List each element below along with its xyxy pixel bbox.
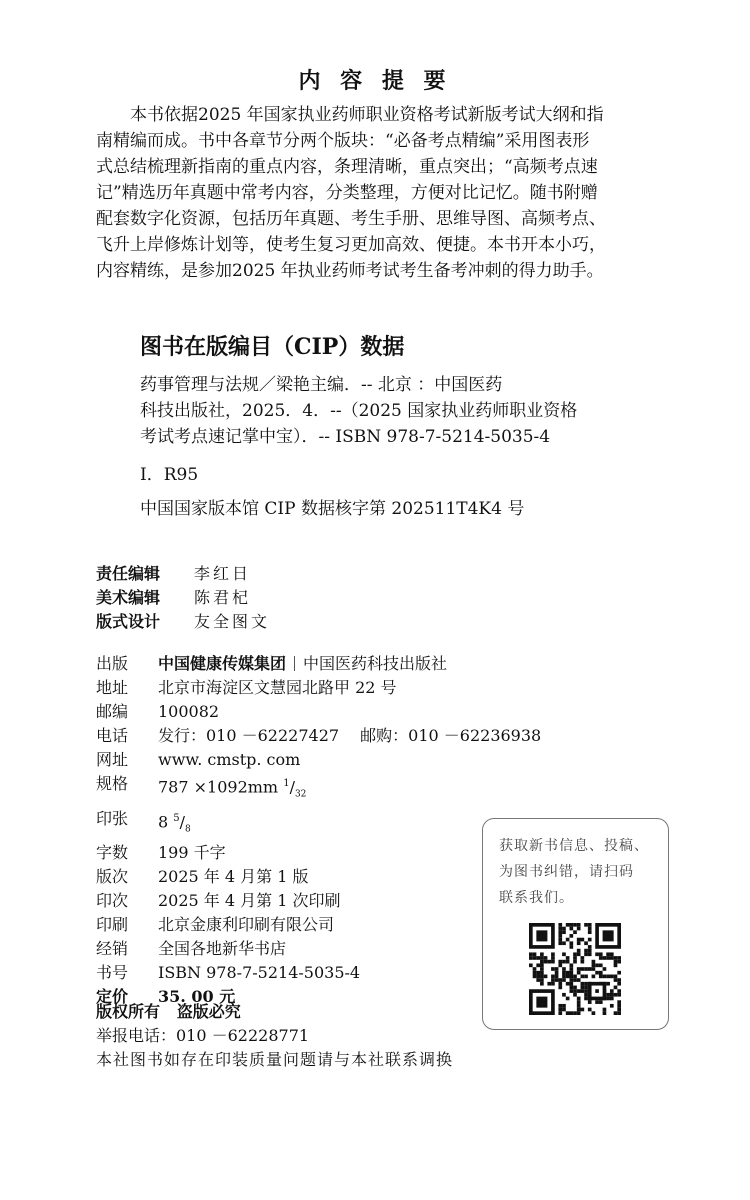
info-value: ISBN 978-7-5214-5035-4 [158, 963, 361, 983]
qr-caption-line: 为图书纠错，请扫码 [499, 864, 634, 880]
cip-title: 图书在版编目（CIP）数据 [140, 334, 405, 360]
info-label: 字数 [96, 843, 129, 863]
info-label: 经销 [96, 939, 129, 959]
rights-label: 版权所有 [96, 1002, 161, 1021]
publisher-press: 中国医药科技出版社 [303, 654, 448, 673]
qr-contact-box [482, 818, 669, 1030]
info-label: 规格 [96, 774, 129, 793]
summary-line: 南精编而成。书中各章节分两个版块：“必备考点精编”采用图表形 [96, 131, 590, 151]
info-value: 2025 年 4 月第 1 次印刷 [158, 891, 341, 911]
info-label: 印刷 [96, 915, 129, 935]
staff-label: 责任编辑 [96, 564, 161, 583]
qr-caption-line: 联系我们。 [499, 890, 574, 906]
staff-list [96, 562, 270, 634]
piracy-label: 盗版必究 [176, 1002, 241, 1021]
summary-line: 配套数字化资源，包括历年真题、考生手册、思维导图、高频考点、 [96, 209, 606, 229]
qr-caption-line: 获取新书信息、投稿、 [499, 838, 649, 854]
qr-code-icon[interactable] [529, 923, 621, 1015]
info-value: 发行：010 －62227427 邮购：010 －62236938 [158, 726, 542, 745]
cip-classification: Ⅰ．R95 [140, 465, 199, 485]
cip-record [140, 372, 660, 450]
staff-row [96, 610, 270, 634]
info-row-format: 规格 787 ×1092mm $^1/_{32}$ [96, 772, 541, 807]
fraction-numerator: 1 [283, 778, 290, 789]
fraction-denominator: 8 [185, 824, 191, 835]
summary-title: 内 容 提 要 [298, 68, 452, 94]
info-row-printing [96, 889, 541, 913]
staff-value: 李红日 [194, 564, 252, 583]
info-row-words [96, 841, 541, 865]
publication-info [96, 652, 541, 1009]
info-label: 定价 [96, 987, 129, 1007]
info-row-isbn [96, 961, 541, 985]
info-label: 网址 [96, 750, 129, 769]
info-row-publisher [96, 652, 541, 676]
info-row-phone [96, 724, 541, 748]
summary-line: 本书依据2025 年国家执业药师职业资格考试新版考试大纲和指 [130, 105, 604, 125]
info-row-address [96, 676, 541, 700]
info-row-printer [96, 913, 541, 937]
info-row-postcode [96, 700, 541, 724]
fraction-denominator: 32 [294, 789, 307, 800]
info-value: 787 ×1092mm [158, 777, 279, 797]
info-label: 印张 [96, 808, 129, 828]
staff-label: 美术编辑 [96, 588, 161, 607]
info-value: 8 [158, 811, 169, 831]
info-value: 2025 年 4 月第 1 版 [158, 867, 309, 887]
staff-row [96, 562, 270, 586]
summary-line: 飞升上岸修炼计划等，使考生复习更加高效、便捷。本书开本小巧， [96, 235, 606, 255]
copyright-block [96, 1000, 453, 1072]
qr-caption [499, 833, 659, 911]
staff-row [96, 586, 270, 610]
info-row-sheets: 印张 8 $^5/_8$ [96, 807, 541, 842]
cip-verification: 中国国家版本馆 CIP 数据核字第 202511T4K4 号 [140, 499, 525, 519]
info-row-website [96, 748, 541, 772]
summary-text [96, 102, 682, 284]
summary-line: 式总结梳理新指南的重点内容，条理清晰，重点突出；“高频考点速 [96, 157, 598, 177]
info-label: 电话 [96, 726, 129, 745]
summary-line: 内容精练，是参加2025 年执业药师考试考生备考冲刺的得力助手。 [96, 261, 604, 281]
info-value: 35. 00 元 [158, 987, 236, 1007]
info-label: 印次 [96, 891, 129, 911]
staff-value: 友全图文 [194, 612, 271, 631]
info-value: 100082 [158, 702, 220, 721]
info-value: 北京金康利印刷有限公司 [158, 915, 335, 935]
info-label: 地址 [96, 678, 129, 697]
report-phone: 举报电话：010 －62228771 [96, 1026, 310, 1045]
info-value: 全国各地新华书店 [158, 939, 287, 959]
info-row-edition [96, 865, 541, 889]
quality-notice: 本社图书如存在印装质量问题请与本社联系调换 [96, 1050, 454, 1069]
cip-line: 药事管理与法规／梁艳主编．-- 北京 ：中国医药 [140, 375, 503, 395]
info-value: 北京市海淀区文慧园北路甲 22 号 [158, 678, 397, 697]
summary-line: 记”精选历年真题中常考内容，分类整理，方便对比记忆。随书附赠 [96, 183, 598, 203]
info-value: 199 千字 [158, 843, 226, 863]
info-row-distributor [96, 937, 541, 961]
separator [294, 656, 295, 671]
cip-line: 科技出版社，2025．4．--（2025 国家执业药师职业资格 [140, 401, 578, 421]
fraction-numerator: 5 [173, 812, 180, 824]
publisher-group: 中国健康传媒集团 [158, 654, 287, 673]
staff-value: 陈君杞 [194, 588, 252, 607]
staff-label: 版式设计 [96, 612, 161, 631]
info-label: 出版 [96, 654, 129, 673]
copyright-row [96, 1000, 453, 1024]
info-label: 邮编 [96, 702, 129, 721]
cip-line: 考试考点速记掌中宝）．-- ISBN 978-7-5214-5035-4 [140, 427, 551, 447]
info-value: www. cmstp. com [158, 750, 301, 769]
info-label: 书号 [96, 963, 129, 983]
info-label: 版次 [96, 867, 129, 887]
